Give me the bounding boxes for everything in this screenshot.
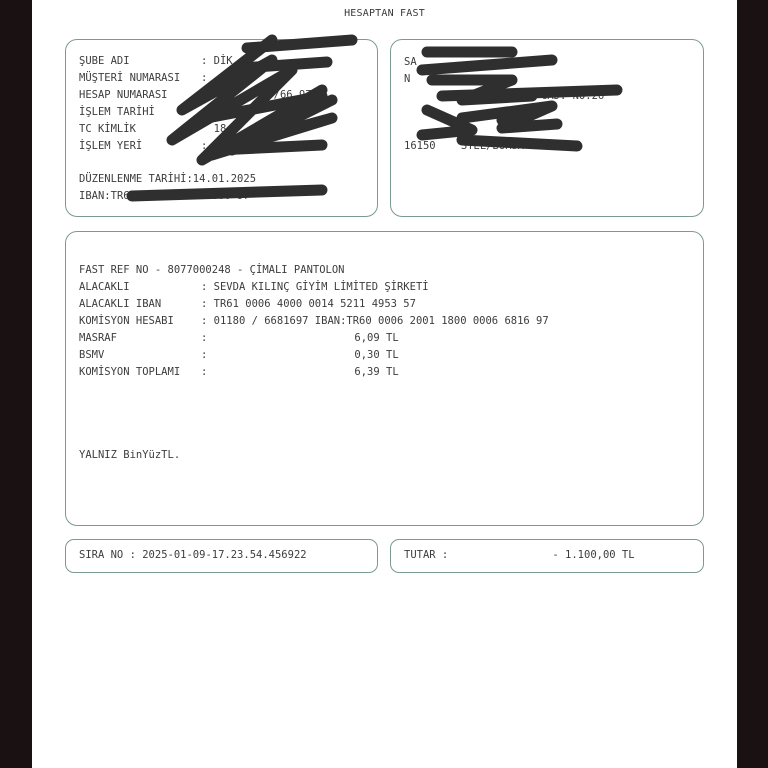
iban-row: IBAN:TR60 0006 2001 1800 97 bbox=[79, 190, 250, 202]
txn-date-row bbox=[79, 106, 286, 119]
iban-label: IBAN bbox=[79, 190, 105, 202]
transfer-details-box bbox=[65, 231, 704, 526]
bsmv-row: BSMV : 0,30 TL bbox=[79, 349, 399, 361]
address-line-1: SA bbox=[404, 56, 417, 68]
receiver-row: ALACAKLI : SEVDA KILINÇ GİYİM LİMİTED ŞİRKETİ bbox=[79, 281, 429, 293]
address-box bbox=[390, 39, 704, 217]
total-value: - 1.100,00 TL bbox=[552, 549, 635, 561]
address-line-2: N bbox=[404, 73, 411, 85]
sequence-value: 2025-01-09-17.23.54.456922 bbox=[142, 549, 307, 561]
tc-row bbox=[79, 123, 226, 136]
account-no-label: HESAP NUMARASI bbox=[79, 89, 168, 101]
commission-account-value: 01180 / 6681697 IBAN:TR60 0006 2001 1800 0006 6816 97 bbox=[213, 315, 549, 327]
fee-label: MASRAF bbox=[79, 332, 117, 344]
branch-row: ŞUBE ADI : DİK bbox=[79, 55, 233, 67]
bsmv-label: BSMV bbox=[79, 349, 105, 361]
receiver-iban-row: ALACAKLI IBAN : TR61 0006 4000 0014 5211 4953 57 bbox=[79, 298, 416, 310]
sequence-label: SIRA NO bbox=[79, 549, 124, 561]
receipt-page bbox=[32, 0, 737, 768]
receiver-value: SEVDA KILINÇ GİYİM LİMİTED ŞİRKETİ bbox=[213, 281, 429, 293]
sequence-box bbox=[65, 539, 378, 573]
total-box bbox=[390, 539, 704, 573]
issue-date-value: 14.01.2025 bbox=[192, 173, 257, 185]
commission-account-label: KOMİSYON HESABI bbox=[79, 315, 174, 327]
issue-date-row: DÜZENLENME TARİHİ:14.01.2025 bbox=[79, 173, 257, 185]
account-no-value: /66 97 bbox=[273, 89, 312, 101]
tc-label: TC KİMLİK bbox=[79, 123, 136, 135]
txn-date-value: 25 bbox=[273, 106, 287, 118]
commission-total-label: KOMİSYON TOPLAMI bbox=[79, 366, 181, 378]
total-row: TUTAR : - 1.100,00 TL bbox=[404, 549, 635, 561]
receiver-label: ALACAKLI bbox=[79, 281, 130, 293]
document-title: HESAPTAN FAST bbox=[344, 8, 425, 19]
iban-value: TR60 0006 2001 1800 97 bbox=[110, 190, 250, 202]
branch-label: ŞUBE ADI bbox=[79, 55, 130, 67]
fee-value: 6,09 TL bbox=[354, 332, 399, 344]
account-no-row: HESAP NUMARASI : /66 97 bbox=[79, 89, 312, 101]
total-label: TUTAR bbox=[404, 549, 436, 561]
issue-date-label: DÜZENLENME TARİHİ bbox=[79, 173, 187, 185]
address-line-5: 16150 STEL/BURSA bbox=[404, 140, 525, 152]
branch-value: DİK bbox=[213, 55, 233, 67]
commission-account-row: KOMİSYON HESABI : 01180 / 6681697 IBAN:TR60 0006 2001 1800 0006 6816 97 bbox=[79, 315, 549, 327]
txn-date-label: İŞLEM TARİHİ bbox=[79, 106, 155, 118]
customer-no-row: MÜŞTERİ NUMARASI : bbox=[79, 72, 214, 84]
receiver-iban-value: TR61 0006 4000 0014 5211 4953 57 bbox=[213, 298, 416, 310]
amount-in-words: YALNIZ BinYüzTL. bbox=[79, 449, 181, 461]
commission-total-row: KOMİSYON TOPLAMI : 6,39 TL bbox=[79, 366, 399, 378]
customer-info-box bbox=[65, 39, 378, 217]
commission-total-value: 6,39 TL bbox=[354, 366, 399, 378]
bsmv-value: 0,30 TL bbox=[354, 349, 399, 361]
fee-row: MASRAF : 6,09 TL bbox=[79, 332, 399, 344]
fast-ref-line: FAST REF NO - 8077000248 - ÇİMALI PANTOLON bbox=[79, 264, 345, 276]
sequence-row: SIRA NO : 2025-01-09-17.23.54.456922 bbox=[79, 549, 307, 561]
address-line-3: CAD. NO:26 bbox=[541, 90, 605, 102]
tc-value: 18 bbox=[213, 123, 227, 135]
customer-no-label: MÜŞTERİ NUMARASI bbox=[79, 72, 181, 84]
txn-place-label: İŞLEM YERİ bbox=[79, 140, 143, 152]
receiver-iban-label: ALACAKLI IBAN bbox=[79, 298, 162, 310]
txn-place-row: İŞLEM YERİ : bbox=[79, 140, 214, 152]
